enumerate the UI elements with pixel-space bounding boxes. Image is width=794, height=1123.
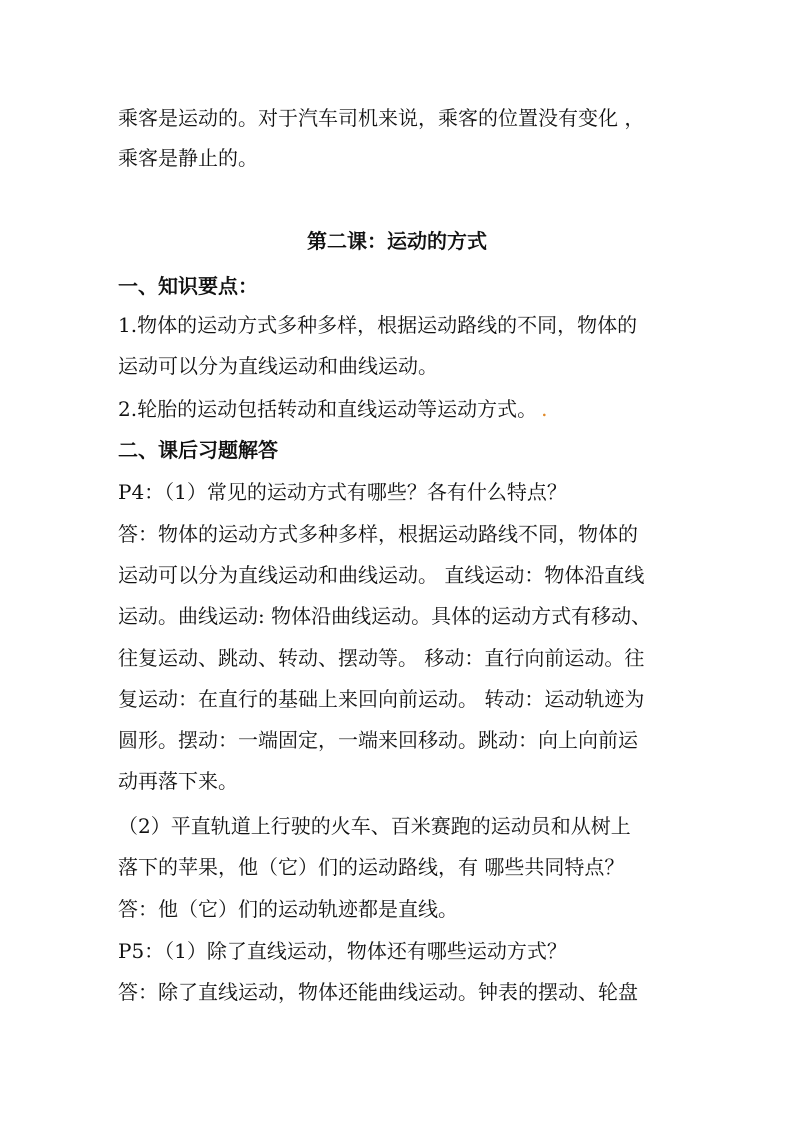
paragraph-line [118, 395, 547, 423]
question-line: （2）平直轨道上行驶的火车、百米赛跑的运动员和从树上 [118, 814, 631, 838]
question-line: 落下的苹果，他（它）们的运动路线，有 哪些共同特点？ [118, 855, 625, 879]
paragraph-line: 运动可以分为直线运动和曲线运动。 [118, 354, 438, 378]
answer-line: 答：物体的运动方式多种多样，根据运动路线不同，物体的 [118, 522, 638, 546]
paragraph-text: 2.轮胎的运动包括转动和直线运动等运动方式。 [118, 397, 538, 421]
section-heading-knowledge: 一、知识要点： [118, 274, 258, 298]
answer-line: 往复运动、跳动、转动、摆动等。 移动：直行向前运动。往 [118, 646, 645, 670]
section-heading-exercises: 二、课后习题解答 [118, 438, 278, 462]
paragraph-line: 1.物体的运动方式多种多样，根据运动路线的不同，物体的 [118, 313, 638, 337]
intro-line: 乘客是运动的。对于汽车司机来说，乘客的位置没有变化 ， [118, 106, 645, 130]
answer-line: 圆形。摆动：一端固定，一端来回移动。跳动：向上向前运 [118, 728, 638, 752]
trailing-mark: . [541, 397, 548, 421]
answer-line: 运动。曲线运动: 物体沿曲线运动。具体的运动方式有移动、 [118, 604, 652, 628]
answer-line: 复运动：在直行的基础上来回向前运动。 转动：运动轨迹为 [118, 687, 645, 711]
lesson-title: 第二课：运动的方式 [307, 229, 487, 253]
answer-line: 答：他（它）们的运动轨迹都是直线。 [118, 897, 458, 921]
answer-line: 答：除了直线运动，物体还能曲线运动。钟表的摆动、轮盘 [118, 980, 638, 1004]
answer-line: 运动可以分为直线运动和曲线运动。 直线运动：物体沿直线 [118, 563, 645, 587]
question-line: P5：（1）除了直线运动，物体还有哪些运动方式？ [118, 939, 567, 963]
answer-line: 动再落下来。 [118, 769, 238, 793]
intro-line: 乘客是静止的。 [118, 146, 258, 170]
question-line: P4：（1）常见的运动方式有哪些？各有什么特点？ [118, 480, 567, 504]
